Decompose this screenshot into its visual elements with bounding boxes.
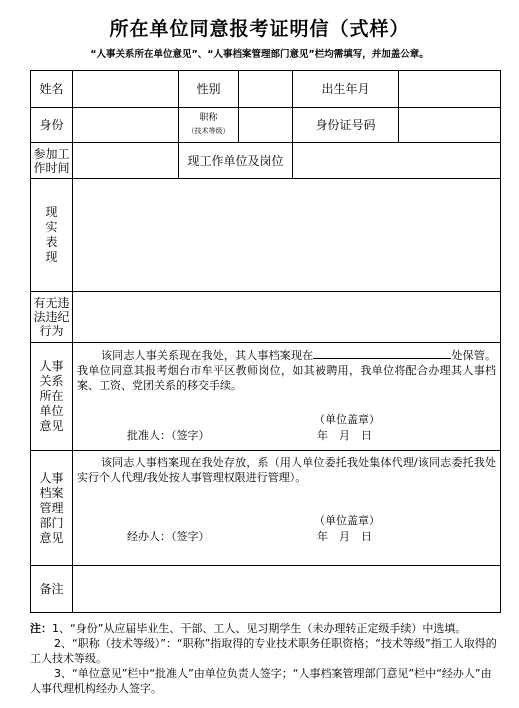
id-number-label: 身份证号码 bbox=[293, 108, 399, 143]
archive-opinion-label: 人事档案管理部门意见 bbox=[31, 451, 73, 566]
approver-signature[interactable]: 批准人：（签字） bbox=[127, 429, 210, 442]
unit-seal: （单位盖章） bbox=[314, 413, 380, 426]
current-unit-field[interactable] bbox=[293, 143, 501, 179]
work-start-field[interactable] bbox=[73, 143, 179, 179]
handler-signature[interactable]: 经办人：（签字） bbox=[127, 530, 210, 543]
archive-opinion-field[interactable] bbox=[73, 451, 501, 566]
identity-field[interactable] bbox=[73, 108, 179, 143]
archive-opinion-text: 该同志人事档案现在我处存放，系（用人单位委托我处集体代理/该同志委托我处实行个人代理/我处按人事管理权限进行管理）。 bbox=[77, 456, 496, 484]
performance-label: 现实表现 bbox=[31, 179, 73, 292]
title-label: 职称 bbox=[199, 112, 218, 123]
notes bbox=[30, 621, 500, 696]
archive-seal: （单位盖章） bbox=[314, 514, 380, 527]
title-field[interactable] bbox=[239, 108, 293, 143]
application-form bbox=[30, 70, 501, 613]
remark-label: 备注 bbox=[31, 566, 73, 613]
page-subtitle: “人事关系所在单位意见”、“人事档案管理部门意见”栏均需填写，并加盖公章。 bbox=[90, 49, 429, 60]
note-1: 注：1、“身份”从应届毕业生、干部、工人、见习期学生（未办理转正定级手续）中选填。 bbox=[30, 622, 467, 635]
performance-field[interactable] bbox=[73, 179, 501, 292]
birth-label: 出生年月 bbox=[293, 71, 399, 108]
name-label: 姓名 bbox=[31, 71, 73, 108]
violation-field[interactable] bbox=[73, 292, 501, 343]
current-unit-label: 现工作单位及岗位 bbox=[179, 143, 293, 179]
name-field[interactable] bbox=[73, 71, 179, 108]
birth-field[interactable] bbox=[399, 71, 501, 108]
title-label-cell bbox=[179, 108, 239, 143]
unit-opinion-label: 人事关系所在单位意见 bbox=[31, 343, 73, 451]
note-2: 2、“职称（技术等级）”：“职称”指取得的专业技术职务任职资格；“技术等级”指工人取得的工人技术等级。 bbox=[30, 637, 497, 665]
unit-opinion-field[interactable] bbox=[73, 343, 501, 451]
id-number-field[interactable] bbox=[399, 108, 501, 143]
note-3: 3、“单位意见”栏中“批准人”由单位负责人签字；“人事档案管理部门意见”栏中“经办人”由人事代理机构经办人签字。 bbox=[30, 667, 492, 695]
violation-label: 有无违法违纪行为 bbox=[31, 292, 73, 343]
remark-field[interactable] bbox=[73, 566, 501, 613]
page-title: 所在单位同意报考证明信（式样） bbox=[109, 18, 410, 40]
work-start-label: 参加工作时间 bbox=[31, 143, 73, 179]
gender-label: 性别 bbox=[179, 71, 239, 108]
unit-date: 年 月 日 bbox=[317, 429, 372, 442]
archive-date: 年 月 日 bbox=[317, 530, 372, 543]
archive-location-blank[interactable] bbox=[313, 347, 451, 359]
identity-label: 身份 bbox=[31, 108, 73, 143]
gender-field[interactable] bbox=[239, 71, 293, 108]
unit-opinion-text: 该同志人事关系现在我处，其人事档案现在 处保管。我单位同意其报考烟台市牟平区教师岗位，如其被聘用，我单位将配合办理其人事档案、工资、党团关系的移交手续。 bbox=[77, 349, 497, 392]
title-sub-label: （技术等级） bbox=[187, 126, 230, 135]
